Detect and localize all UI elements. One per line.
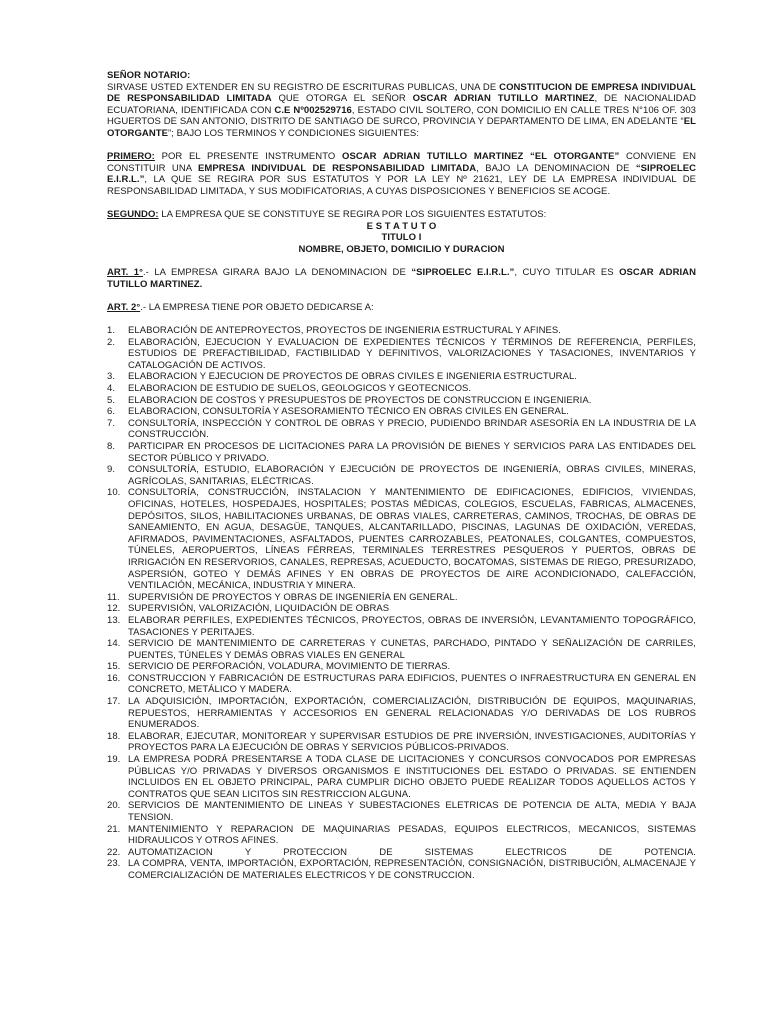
text-run: , CUYO TITULAR ES [514,267,620,279]
text-run: .- LA EMPRESA GIRARA BAJO LA DENOMINACION DE [142,267,412,279]
list-item-number: 7. [107,417,116,429]
text-run: CONVIENE EN CONSTITUIR UNA [107,151,696,174]
estatuto-heading: E S T A T U T O [366,220,437,232]
list-item-number: 1. [107,325,116,337]
text-run: LA EMPRESA QUE SE CONSTITUYE SE REGIRA POR LOS SIGUIENTES ESTATUTOS: [158,209,547,221]
titulo-heading: TITULO I [381,232,422,244]
list-item [107,395,696,407]
text-run: EMPRESA INDIVIDUAL DE RESPONSABILIDAD LIMITADA [198,162,477,174]
list-item [107,696,696,731]
list-item-text: ELABORACION Y EJECUCION DE PROYECTOS DE OBRAS CIVILES E INGENIERIA ESTRUCTURAL. [128,371,577,383]
list-item-text: ELABORACIÓN, EJECUCION Y EVALUACION DE EXPEDIENTES TÉCNICOS Y TÉRMINOS DE REFERENCIA, PERFILES, ESTUDIOS DE PREFACTIBILIDAD, FACTIBILIDAD Y DEFINITIVOS, VALORIZACIONES Y TASACIONES, INVENTARIOS Y CATALOGACIÓN DE ACTIVOS. [128,336,696,371]
list-item-text: ELABORAR, EJECUTAR, MONITOREAR Y SUPERVISAR ESTUDIOS DE PRE INVERSIÓN, INVESTIGACIONES, AUDITORÍAS Y PROYECTOS PARA LA EJECUCIÓN DE OBRAS Y SERVICIOS PÚBLICOS-PRIVADOS. [128,730,696,754]
list-item [107,661,696,673]
list-item-text: ELABORAR PERFILES, EXPEDIENTES TÉCNICOS, PROYECTOS, OBRAS DE INVERSIÓN, LEVANTAMIENTO TOPOGRÁFICO, TASACIONES Y PERITAJES. [128,614,696,638]
list-item [107,615,696,638]
list-item-text: ELABORACION DE COSTOS Y PRESUPUESTOS DE PROYECTOS DE CONSTRUCCION E INGENIERIA. [128,394,592,406]
list-item-number: 21. [107,823,121,835]
list-item-text: SERVICIOS DE MANTENIMIENTO DE LINEAS Y SUBESTACIONES ELETRICAS DE POTENCIA DE ALTA, MEDIA Y BAJA TENSION. [128,800,696,823]
text-run: PRIMERO: [107,151,155,163]
list-item [107,858,696,881]
list-item-text: SUPERVISIÓN, VALORIZACIÓN, LIQUIDACIÓN DE OBRAS [128,603,390,615]
list-item-text: AUTOMATIZACION Y PROTECCION DE SISTEMAS ELECTRICOS DE POTENCIA. [128,846,696,858]
list-item-number: 19. [107,754,121,766]
list-item [107,406,696,418]
list-item-number: 22. [107,846,121,858]
list-item-number: 14. [107,638,121,650]
list-item-text: LA COMPRA, VENTA, IMPORTACIÓN, EXPORTACIÓN, REPRESENTACIÓN, CONSIGNACIÓN, DISTRIBUCIÓN, ALMACENAJE Y COMERCIALIZACIÓN DE MATERIALES ELECTRICOS Y DE CONSTRUCCION. [128,858,696,881]
list-item [107,441,696,464]
text-run: SEGUNDO: [107,209,159,221]
list-item-number: 2. [107,336,116,348]
text-run: ART. 2° [107,301,141,313]
list-item [107,603,696,615]
text-run: CONSTITUCION DE EMPRESA INDIVIDUAL DE RESPONSABILIDAD LIMITADA [107,81,697,105]
art2-paragraph [107,302,696,314]
text-run: C.E Nº002529716 [274,104,352,116]
list-item-number: 6. [107,406,116,418]
text-run: “SIPROELEC E.I.R.L.” [411,267,515,279]
list-item [107,337,696,372]
list-item-number: 18. [107,730,121,742]
list-item-text: CONSULTORÍA, INSPECCIÓN Y CONTROL DE OBRAS Y PRECIO, PUDIENDO BRINDAR ASESORÍA EN LA INDUSTRIA DE LA CONSTRUCCIÓN. [128,417,696,441]
list-item-number: 17. [107,696,121,708]
list-item-text: ELABORACIÓN DE ANTEPROYECTOS, PROYECTOS DE INGENIERIA ESTRUCTURAL Y AFINES. [128,325,561,337]
intro-paragraph [107,82,696,140]
list-item [107,754,696,800]
text-run: QUE OTORGA EL SEÑOR [271,93,413,105]
list-item [107,847,696,859]
list-item-text: CONSTRUCCION Y FABRICACIÓN DE ESTRUCTURAS PARA EDIFICIOS, PUENTES O INFRAESTRUCTURA EN GENERAL EN CONCRETO, METÁLICO Y MADERA. [128,672,696,696]
salutation: SEÑOR NOTARIO: [107,70,191,81]
list-item-number: 11. [107,591,120,603]
art1-paragraph [107,267,696,290]
list-item-text: MANTENIMIENTO Y REPARACION DE MAQUINARIAS PESADAS, EQUIPOS ELECTRICOS, MECANICOS, SISTEMAS HIDRAULICOS Y OTROS AFINES. [128,823,696,847]
article-1 [107,267,696,290]
list-item-text: SERVICIO DE MANTENIMIENTO DE CARRETERAS Y CUNETAS, PARCHADO, PINTADO Y SEÑALIZACIÓN DE CARRILES, PUENTES, TÚNELES Y DEMÁS OBRAS VIALES EN GENERAL [128,638,696,661]
text-run: OSCAR ADRIAN TUTILLO MARTINEZ. [107,267,696,290]
list-item [107,731,696,754]
text-run: “SIPROELEC E.I.R.L.” [107,162,696,186]
list-item [107,824,696,847]
list-item-number: 16. [107,672,121,684]
list-item-number: 20. [107,800,121,812]
list-item-text: LA EMPRESA PODRÁ PRESENTARSE A TODA CLASE DE LICITACIONES Y CONCURSOS CONVOCADOS POR EMPRESAS PÚBLICAS Y/O PRIVADAS Y DIVERSOS ORGANISMOS E INSTITUCIONES DEL ESTADO O PRIVADAS. SE ENTIENDEN INCLUIDOS EN EL OBJETO PRINCIPAL, PARA CUMPLIR DICHO OBJETO PUEDE REALIZAR TODOS AQUELLOS ACTOS Y CONTRATOS QUE SEAN LICITOS SIN RESTRICCION ALGUNA. [128,754,696,800]
list-item [107,418,696,441]
text-run: OSCAR ADRIAN TUTILLO MARTINEZ [412,93,595,105]
text-run: ”; BAJO LOS TERMINOS Y CONDICIONES SIGUIENTES: [167,127,419,139]
list-item [107,371,696,383]
list-item [107,800,696,823]
list-item-number: 8. [107,441,116,452]
segundo-paragraph [107,209,696,221]
list-item-text: LA ADQUISICIÓN, IMPORTACIÓN, EXPORTACIÓN, COMERCIALIZACIÓN, DISTRIBUCIÓN DE EQUIPOS, MAQUINARIAS, REPUESTOS, HERRAMIENTAS Y ACCESORIOS EN GENERAL RELACIONADAS Y/O DERIVADAS DE LOS RUBROS ENUMERADOS. [128,696,696,731]
list-item-text: ELABORACION, CONSULTORÍA Y ASESORAMIENTO TÉCNICO EN OBRAS CIVILES EN GENERAL. [128,406,569,418]
list-item-number: 23. [107,858,121,870]
text-run: , LA QUE SE REGIRA POR SUS ESTATUTOS Y POR LA LEY Nº 21621, LEY DE LA EMPRESA INDIVIDUAL DE RESPONSABILIDAD LIMITADA, Y SUS MODIFICATORIAS, A CUYAS DISPOSICIONES Y BENEFICIOS SE ACOGE. [107,174,696,197]
list-item [107,638,696,661]
list-item-text: SERVICIO DE PERFORACIÓN, VOLADURA, MOVIMIENTO DE TIERRAS. [128,661,451,673]
text-run: , DE NACIONALIDAD ECUATORIANA, IDENTIFICADA CON [107,93,697,116]
text-run: EL OTORGANTE [107,116,696,139]
list-item [107,464,696,487]
list-item-text: CONSULTORÍA, ESTUDIO, ELABORACIÓN Y EJECUCIÓN DE PROYECTOS DE INGENIERÍA, OBRAS CIVILES, MINERAS, AGRÍCOLAS, SANITARIAS, ELÉCTRICAS. [128,464,696,487]
list-item-text: PARTICIPAR EN PROCESOS DE LICITACIONES PARA LA PROVISIÓN DE BIENES Y SERVICIOS PARA LAS ENTIDADES DEL SECTOR PÚBLICO Y PRIVADO. [128,441,696,464]
list-item-text: CONSULTORÍA, CONSTRUCCIÓN, INSTALACION Y MANTENIMIENTO DE EDIFICACIONES, EDIFICIOS, VIVIENDAS, OFICINAS, HOTELES, HOSPEDAJES, HOSPITALES; POSTAS MÉDICAS, COLEGIOS, ESCUELAS, FABRICAS, ALMACENES, DEPÓSITOS, SILOS, HABILITACIONES URBANAS, DE OBRAS VIALES, CARRETERAS, CAMINOS, TROCHAS, DE OBRAS DE SANEAMIENTO, EN AGUA, DESAGÜE, TANQUES, ALCANTARILLADO, PISCINAS, LAGUNAS DE OXIDACIÓN, VEREDAS, AFIRMADOS, PAVIMENTACIONES, ASFALTADOS, PUENTES CARROZABLES, PEATONALES, COLGANTES, COMPUESTOS, TÚNELES, AEROPUERTOS, LÍNEAS FÉRREAS, TERMINALES TERRESTRES PESQUEROS Y PUERTOS, OBRAS DE IRRIGACIÓN EN RESERVORIOS, CANALES, REPRESAS, ACUEDUCTO, BOCATOMAS, SISTEMAS DE RIEGO, PRESURIZADO, ASPERSIÓN, GOTEO Y DEMÁS AFINES Y EN OBRAS DE PROYECTOS DE AIRE ACONDICIONADO, CALEFACCIÓN, VENTILACIÓN, MECÁNICA, INDUSTRIA Y MINERA. [128,487,696,592]
list-item-number: 9. [107,464,116,476]
list-item-number: 3. [107,371,116,383]
list-item [107,325,696,337]
primero-paragraph [107,151,696,197]
list-item-number: 13. [107,614,121,626]
article-2 [107,302,696,314]
list-item-text: ELABORACION DE ESTUDIO DE SUELOS, GEOLOGICOS Y GEOTECNICOS. [128,383,472,395]
text-run: , BAJO LA DENOMINACION DE [476,162,636,174]
list-item-number: 5. [107,394,116,406]
list-item [107,383,696,395]
text-run: , ESTADO CIVIL SOLTERO, CON DOMICILIO EN CALLE TRES N°106 OF. 303 HGUERTOS DE SAN ANTONIO, DISTRITO DE SANTIAGO DE SURCO, PROVINCIA Y DEPARTAMENTO DE LIMA, EN ADELANTE “ [107,104,696,128]
list-item [107,673,696,696]
text-run: POR EL PRESENTE INSTRUMENTO [154,151,342,163]
list-item-number: 15. [107,661,121,673]
estatuto-section [107,209,696,255]
titulo-subtitle: NOMBRE, OBJETO, DOMICILIO Y DURACION [298,243,505,255]
list-item [107,487,696,591]
list-item [107,592,696,604]
text-run: SIRVASE USTED EXTENDER EN SU REGISTRO DE ESCRITURAS PUBLICAS, UNA DE [107,81,500,93]
text-run: ART. 1° [107,267,143,279]
list-item-number: 10. [107,487,121,499]
list-item-number: 4. [107,383,116,395]
text-run: .- LA EMPRESA TIENE POR OBJETO DEDICARSE A: [140,301,374,313]
objects-list [107,325,696,882]
text-run: OSCAR ADRIAN TUTILLO MARTINEZ “EL OTORGANTE” [342,151,620,163]
list-item-text: SUPERVISIÓN DE PROYECTOS Y OBRAS DE INGENIERÍA EN GENERAL. [128,591,458,603]
clause-primero [107,151,696,197]
list-item-number: 12. [107,603,121,615]
header-section [107,70,696,140]
